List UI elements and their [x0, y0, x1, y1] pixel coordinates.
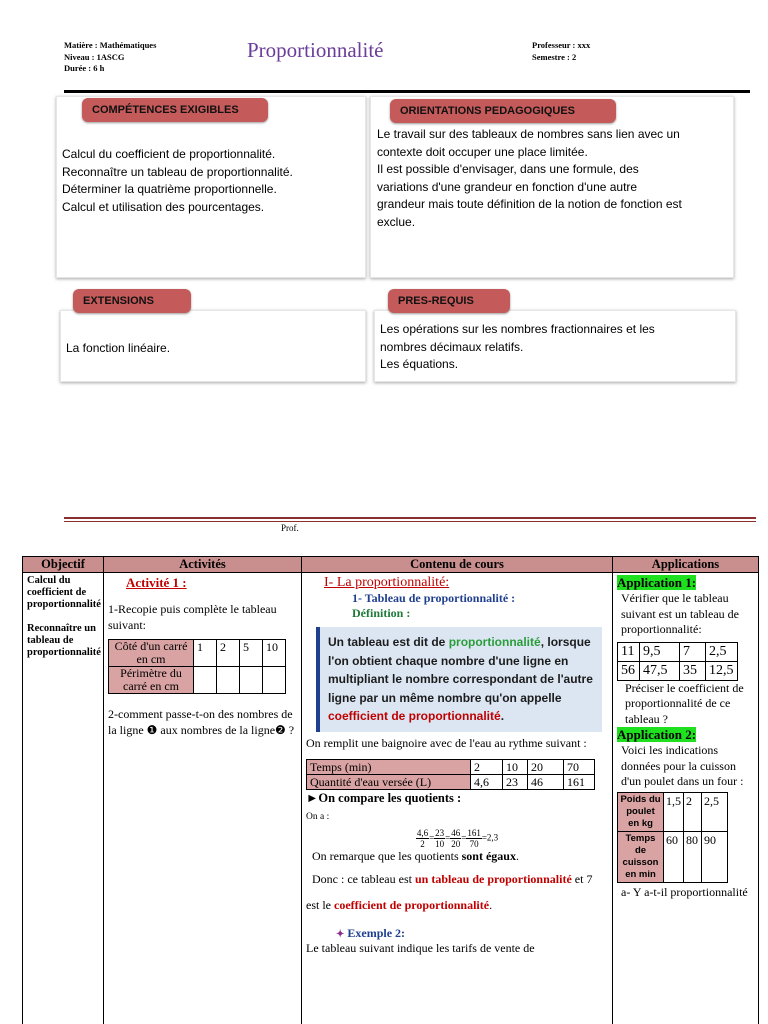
prerequis-text: [380, 321, 655, 374]
on-a-label: On a :: [306, 811, 330, 822]
level-line: Niveau : 1ASCG: [64, 51, 125, 62]
definition-text: Un tableau est dit de: [328, 635, 449, 649]
application1-text: Vérifier que le tableau suivant est un tableau de proportionnalité:: [621, 591, 739, 636]
chicken-cell: 2: [684, 792, 702, 831]
application1-table: [617, 642, 738, 681]
subsection-title: 1- Tableau de proportionnalité :: [352, 591, 516, 605]
bath-cell: 23: [503, 774, 528, 789]
chicken-cell: 2,5: [702, 792, 728, 831]
header-info-right: [532, 40, 590, 63]
application1-row: [618, 661, 738, 680]
bath-table: [306, 759, 595, 790]
application2-text: Voici les indications données pour la cuisson d'un poulet dans un four :: [621, 743, 744, 788]
bath-cell: 10: [503, 759, 528, 774]
orientation-line: exclue.: [377, 214, 416, 229]
header-objectif: Objectif: [23, 557, 104, 573]
extensions-label: EXTENSIONS: [73, 289, 191, 313]
quotients-equation: $\frac{4,6}{2}$ = $\frac{23}{10}$ = $\frac{46}{20}$ = $\frac{161}{70}$ =2,3: [416, 827, 499, 849]
activity-cell: 10: [263, 640, 286, 667]
extensions-text: La fonction linéaire.: [66, 341, 171, 355]
orientation-line: Il est possible d'envisager, dans une formule, des: [377, 162, 639, 176]
application1-cell: 9,5: [640, 642, 680, 661]
competences-text: [62, 146, 293, 216]
activity-cell: 5: [240, 640, 263, 667]
activity-table: [108, 639, 286, 694]
cours-cell: [302, 573, 613, 1024]
application1-title: Application 1:: [617, 575, 697, 590]
chicken-cell: 60: [664, 831, 684, 882]
chicken-cell: 80: [684, 831, 702, 882]
competence-item: Reconnaître un tableau de proportionnalité.: [62, 164, 293, 179]
definition-title: Définition :: [352, 606, 411, 620]
section-title: [324, 575, 608, 591]
prof-label: Prof.: [281, 523, 299, 533]
header-divider: [64, 90, 750, 93]
lesson-table: [22, 556, 759, 1024]
lesson-table-header: [23, 557, 759, 573]
activity-cell-empty: [194, 667, 217, 694]
objectif-item: Reconnaître un tableau de proportionnalité: [27, 623, 101, 658]
objectif-cell: [23, 573, 104, 1024]
orientations-label: ORIENTATIONS PEDAGOGIQUES: [390, 99, 616, 123]
activity-row-label: Côté d'un carré en cm: [109, 640, 194, 667]
activity-table-row: [109, 667, 286, 694]
competence-item: Déterminer la quatrième proportionnelle.: [62, 182, 277, 196]
application1-cell: 12,5: [706, 661, 738, 680]
application2-question: a- Y a-t-il proportionnalité: [621, 884, 748, 899]
diamond-bullet-icon: ✦: [336, 928, 345, 940]
activity-row-label: Périmètre du carré en cm: [109, 667, 194, 694]
chicken-cell: 1,5: [664, 792, 684, 831]
prof-divider: [64, 517, 756, 519]
orientation-line: variations d'une grandeur en fonction d'une autre: [377, 179, 638, 194]
competence-item: Calcul et utilisation des pourcentages.: [62, 199, 265, 214]
bath-row-label: Quantité d'eau versée (L): [307, 774, 471, 789]
activity-question: 2-comment passe-t-on des nombres de la ligne ❶ aux nombres de la ligne❷ ?: [108, 707, 295, 737]
activity-cell-empty: [217, 667, 240, 694]
application1-cell: 35: [680, 661, 706, 680]
bath-cell: 20: [528, 759, 564, 774]
bath-cell: 161: [564, 774, 595, 789]
fraction: $\frac{46}{20}$: [451, 827, 461, 849]
bath-cell: 46: [528, 774, 564, 789]
application1-cell: 2,5: [706, 642, 738, 661]
semester-line: Semestre : 2: [532, 51, 577, 62]
remark-line: On remarque que les quotients sont égaux.: [312, 848, 519, 863]
header-contenu: Contenu de cours: [302, 557, 613, 573]
example2-text: Le tableau suivant indique les tarifs de vente de: [306, 940, 535, 955]
lesson-table-row: [23, 573, 759, 1024]
chicken-cell: 90: [702, 831, 728, 882]
chicken-row: [618, 831, 728, 882]
definition-box: [316, 627, 602, 732]
activity-cell: 2: [217, 640, 240, 667]
orientation-line: contexte doit occuper une place limitée.: [377, 144, 588, 159]
competences-label: COMPÉTENCES EXIGIBLES: [82, 98, 268, 122]
teacher-line: Professeur : xxx: [532, 40, 591, 50]
activity-cell-empty: [263, 667, 286, 694]
example2-title: ✦ Exemple 2:: [336, 925, 406, 940]
application2-title: Application 2:: [617, 727, 697, 742]
prerequis-line: nombres décimaux relatifs.: [380, 339, 524, 354]
objectif-item: Calcul du coefficient de proportionnalité: [27, 575, 101, 610]
definition-term: coefficient de proportionnalité: [328, 709, 501, 723]
definition-text: , lorsque l'on obtient chaque nombre d'une ligne en multipliant le nombre correspondant de l'autre ligne par un même nombre qu'on appelle: [328, 635, 593, 705]
prerequis-line: Les opérations sur les nombres fractionnaires et les: [380, 322, 655, 336]
compare-heading: ►On compare les quotients :: [306, 790, 462, 805]
prerequis-label: PRES-REQUIS: [388, 289, 510, 313]
activity-question: 1-Recopie puis complète le tableau suivant:: [108, 602, 277, 632]
header-activites: Activités: [104, 557, 302, 573]
application1-row: [618, 642, 738, 661]
application1-question: Préciser le coefficient de proportionnalité de ce tableau ?: [625, 680, 744, 726]
orientations-text: [377, 126, 682, 231]
section-title-text: I- La proportionnalité:: [324, 575, 450, 590]
chicken-row: [618, 792, 728, 831]
fraction: $\frac{4,6}{2}$: [416, 827, 429, 849]
chicken-table: [617, 792, 728, 883]
bath-row-label: Temps (min): [307, 759, 471, 774]
orientation-line: grandeur mais toute définition de la notion de fonction est: [377, 197, 682, 211]
subject-line: Matière : Mathématiques: [64, 40, 157, 50]
fraction: $\frac{23}{10}$: [435, 827, 445, 849]
example-intro: On remplit une baignoire avec de l'eau au rythme suivant :: [306, 735, 587, 750]
application1-cell: 7: [680, 642, 706, 661]
quotient-result: =2,3: [481, 832, 499, 843]
prerequis-line: Les équations.: [380, 357, 459, 371]
activity-cell: 1: [194, 640, 217, 667]
application1-cell: 11: [618, 642, 640, 661]
bath-cell: 2: [471, 759, 503, 774]
activites-cell: [104, 573, 302, 1024]
chicken-row-label: Poids du poulet en kg: [618, 792, 664, 831]
prof-divider-thin: [64, 521, 756, 522]
bath-cell: 70: [564, 759, 595, 774]
bath-cell: 4,6: [471, 774, 503, 789]
conclusion-line: Donc : ce tableau est un tableau de proportionnalité et 7 est le coefficient de proportionnalité.: [306, 871, 593, 912]
definition-term: proportionnalité: [448, 635, 541, 649]
page-title: Proportionnalité: [247, 38, 384, 62]
header-info-left: [64, 40, 156, 75]
activity-table-row: [109, 640, 286, 667]
application1-cell: 47,5: [640, 661, 680, 680]
application1-cell: 56: [618, 661, 640, 680]
bath-table-row: [307, 774, 595, 789]
duration-line: Durée : 6 h: [64, 63, 105, 73]
activity-title: Activité 1 :: [126, 575, 187, 590]
applications-cell: [613, 573, 759, 1024]
definition-text: .: [500, 709, 505, 723]
orientation-line: Le travail sur des tableaux de nombres sans lien avec un: [377, 127, 680, 141]
bath-table-row: [307, 759, 595, 774]
fraction: $\frac{161}{70}$: [467, 827, 481, 849]
header-applications: Applications: [613, 557, 759, 573]
competence-item: Calcul du coefficient de proportionnalité.: [62, 147, 276, 161]
chicken-row-label: Temps de cuisson en min: [618, 831, 664, 882]
activity-cell-empty: [240, 667, 263, 694]
